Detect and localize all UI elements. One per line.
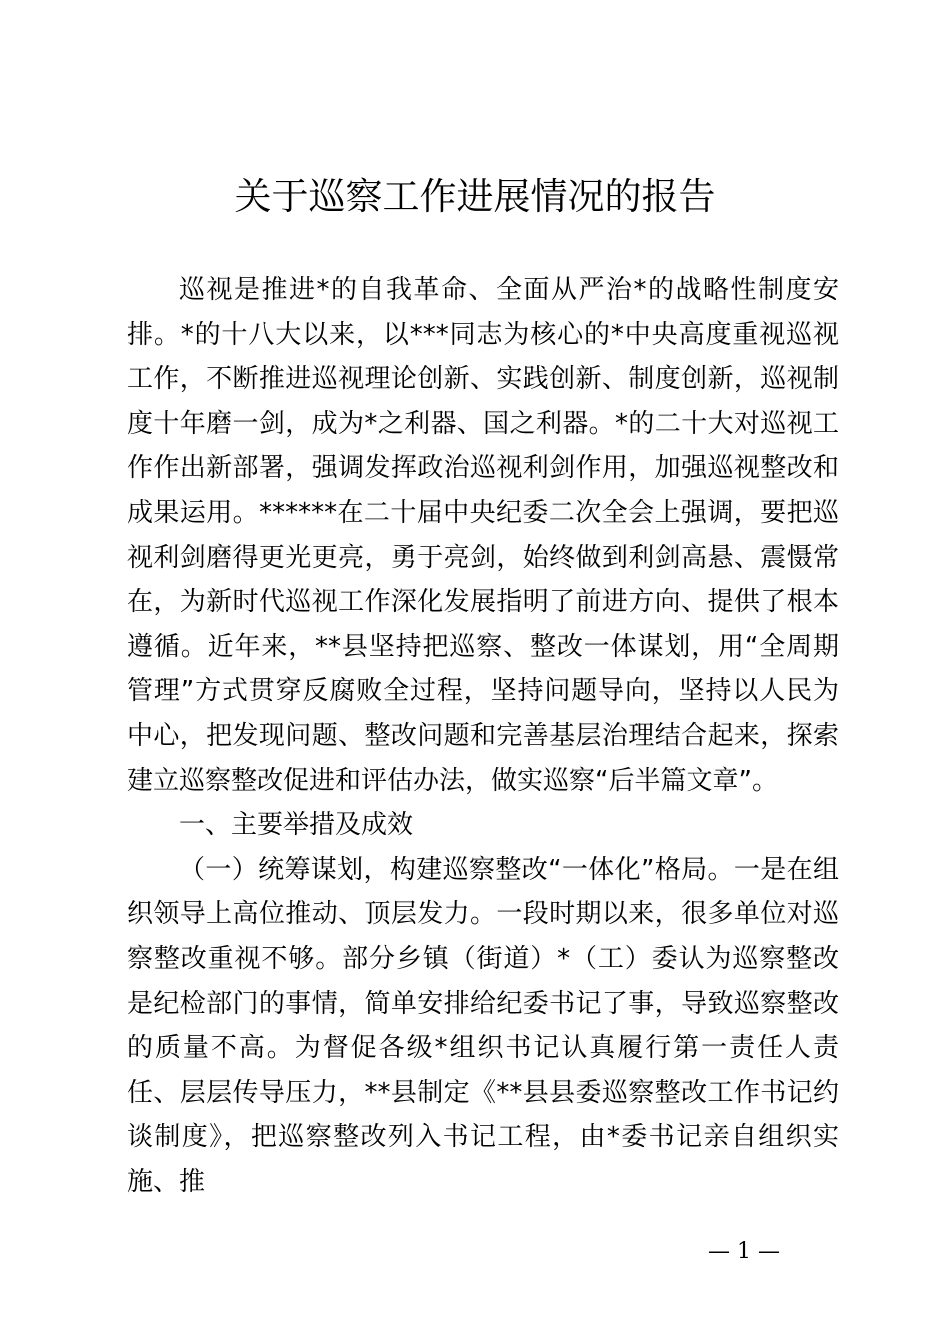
paragraph-intro: 巡视是推进*的自我革命、全面从严治*的战略性制度安排。*的十八大以来，以***同志为核心的*中央高度重视巡视工作，不断推进巡视理论创新、实践创新、制度创新，巡视制度十年磨一剑，成为*之利器、国之利器。*的二十大对巡视工作作出新部署，强调发挥政治巡视利剑作用，加强巡视整改和成果运用。******在二十届中央纪委二次全会上强调，要把巡视利剑磨得更光更亮，勇于亮剑，始终做到利剑高悬、震慑常在，为新时代巡视工作深化发展指明了前进方向、提供了根本遵循。近年来，**县坚持把巡察、整改一体谋划，用“全周期管理”方式贯穿反腐败全过程，坚持问题导向，坚持以人民为中心，把发现问题、整改问题和完善基层治理结合起来，探索建立巡察整改促进和评估办法，做实巡察“后半篇文章”。 — [127, 275, 839, 796]
document-body — [127, 268, 839, 1204]
paragraph-section-one: （一）统筹谋划，构建巡察整改“一体化”格局。一是在组织领导上高位推动、顶层发力。一段时期以来，很多单位对巡察整改重视不够。部分乡镇（街道）*（工）委认为巡察整改是纪检部门的事情，简单安排给纪委书记了事，导致巡察整改的质量不高。为督促各级*组织书记认真履行第一责任人责任、层层传导压力，**县制定《**县县委巡察整改工作书记约谈制度》，把巡察整改列入书记工程，由*委书记亲自组织实施、推 — [127, 854, 839, 1197]
section-heading: 一、主要举措及成效 — [179, 810, 414, 841]
document-title: 关于巡察工作进展情况的报告 — [234, 175, 716, 218]
page-number: — 1 — — [708, 1239, 780, 1264]
